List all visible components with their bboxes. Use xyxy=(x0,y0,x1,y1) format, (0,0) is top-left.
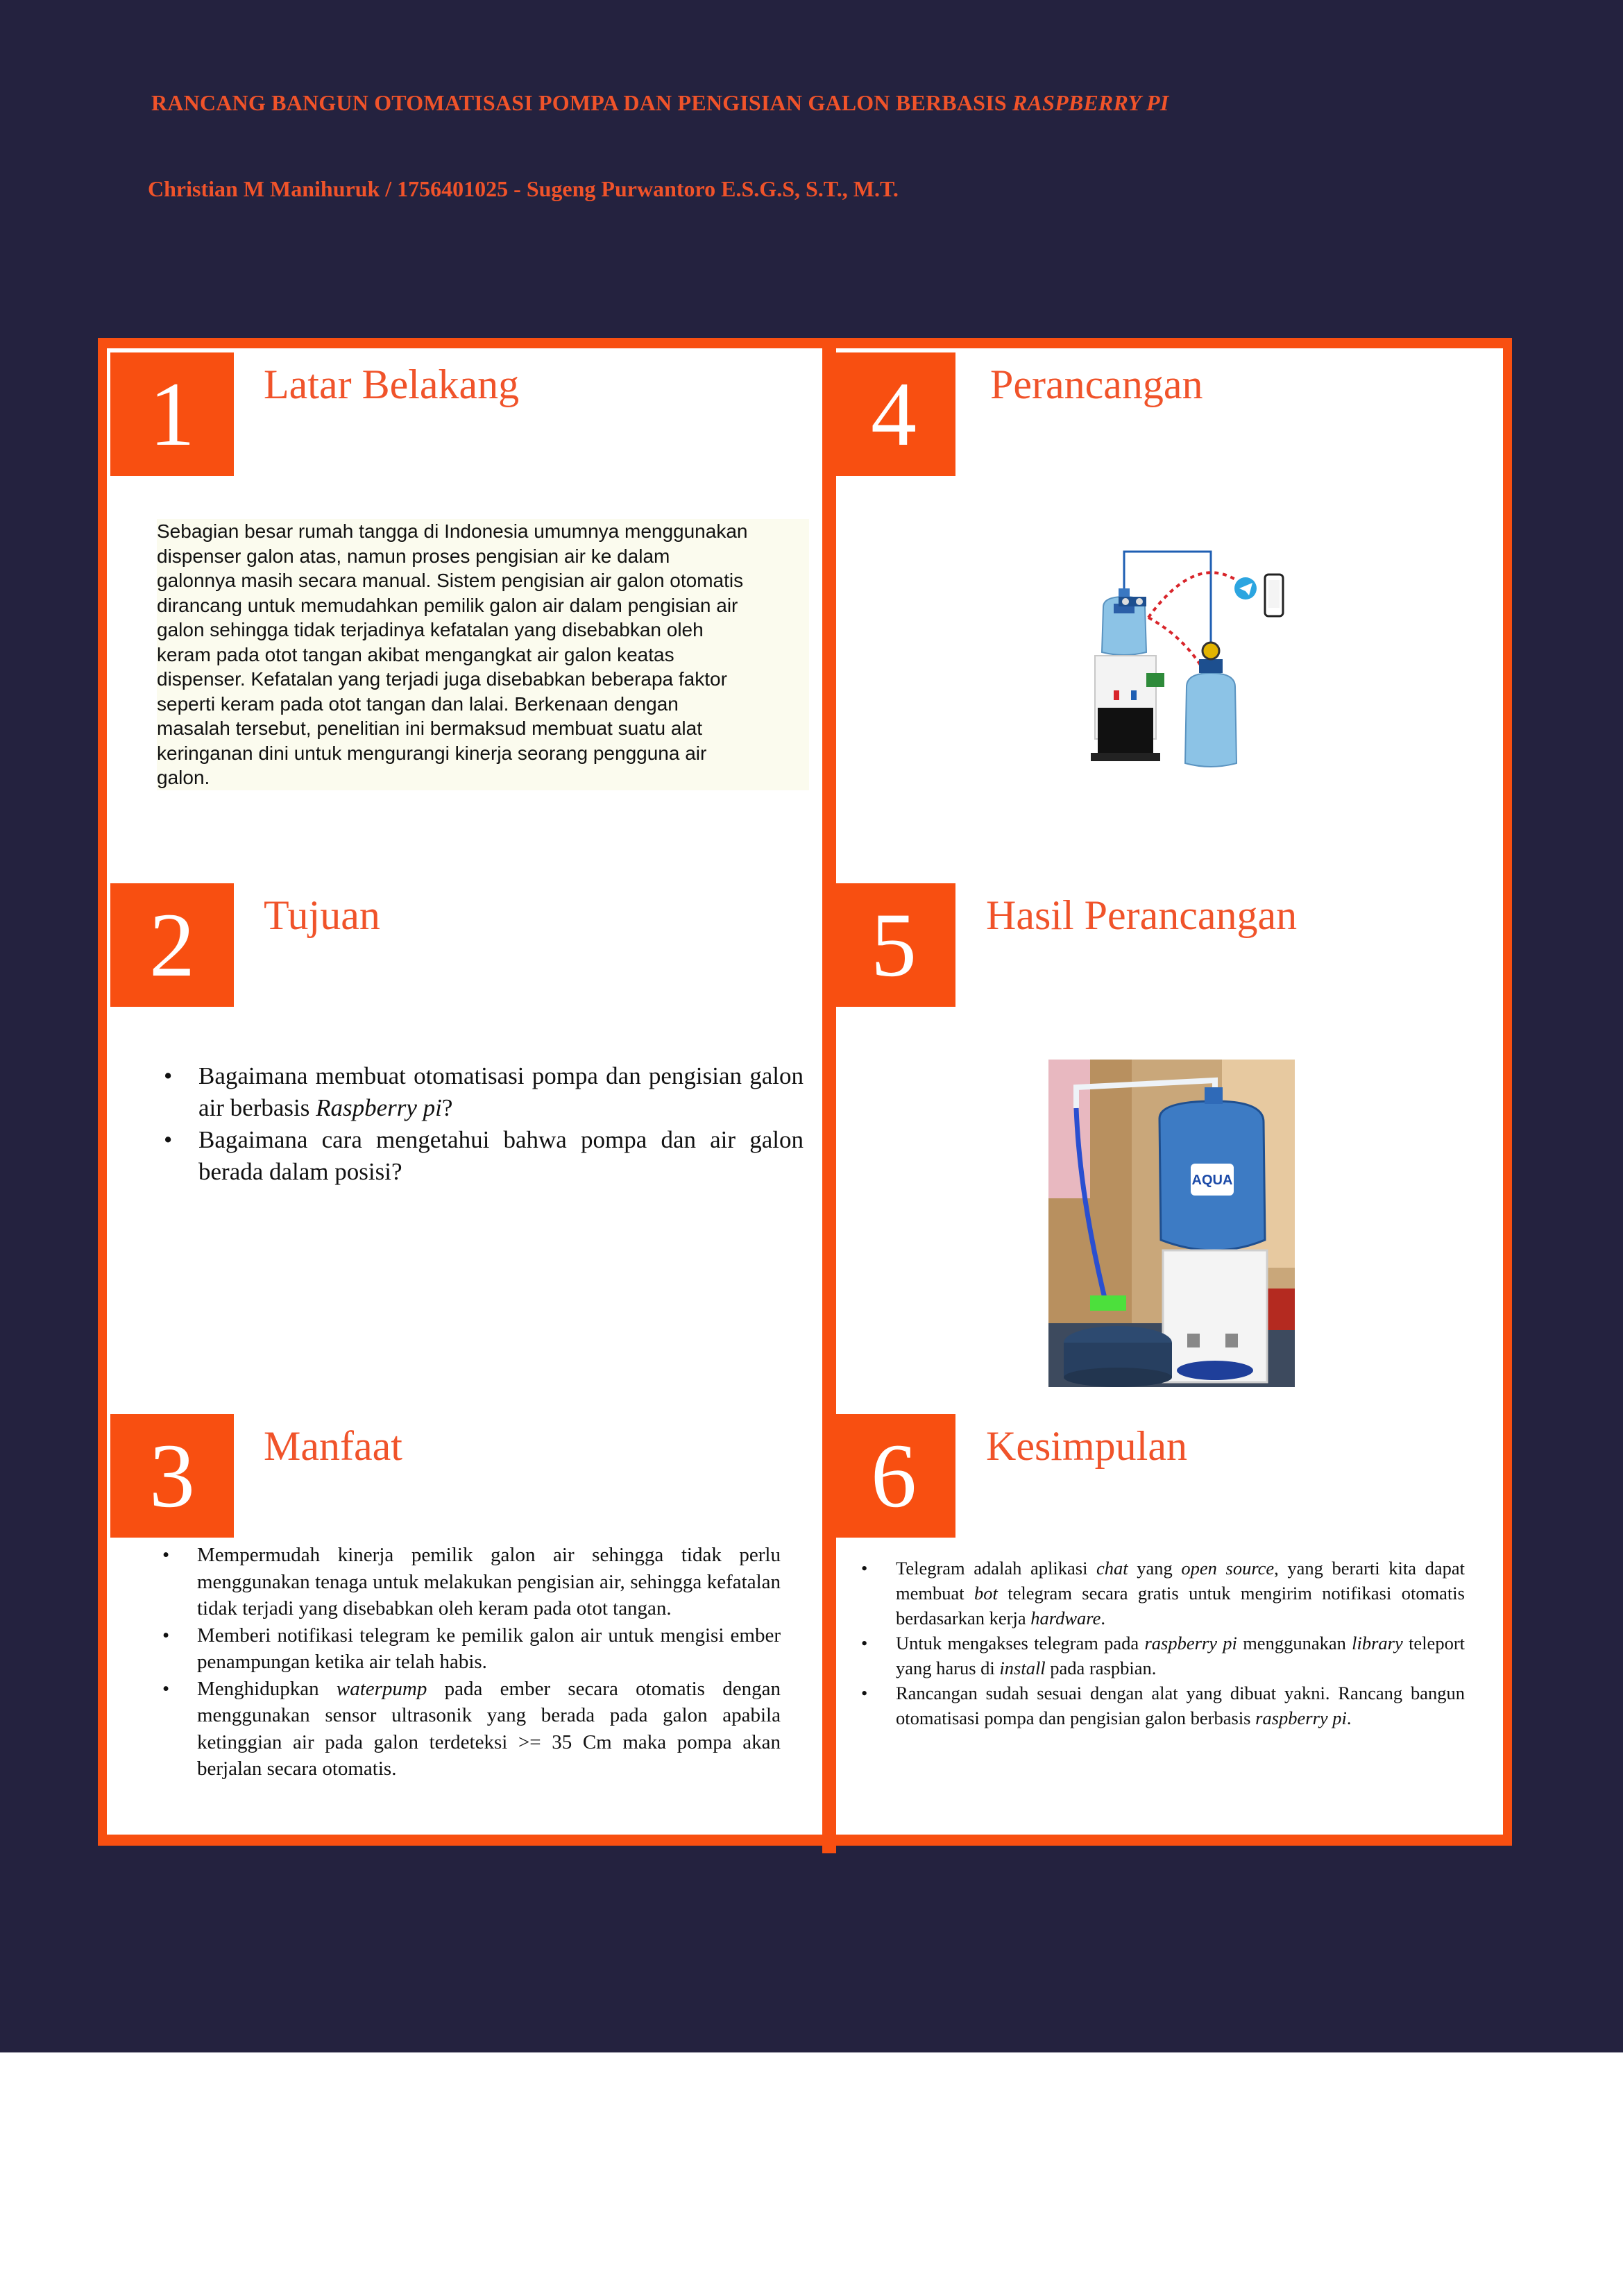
latar-belakang-text: Sebagian besar rumah tangga di Indonesia umumnya menggunakan dispenser galon atas, namun proses pengisian air ke dalam galonnya masih secara manual. Sistem pengisian air galon otomatis dirancang untuk memudahkan pemilik galon air dalam pengisian air galon sehingga tidak terjadinya kefatalan yang disebabkan oleh keram pada otot tangan akibat mengangkat air galon keatas dispenser. Kefatalan yang terjadi juga disebabkan beberapa faktor seperti keram pada otot tangan dan lalai. Berkenaan dengan masalah tersebut, penelitian ini bermaksud membuat suatu alat keringanan dini untuk mengurangi kinerja seorang pengguna air galon. xyxy=(157,519,809,790)
list-item: • Rancangan sudah sesuai dengan alat yang dibuat yakni. Rancang bangun otomatisasi pompa dan pengisian galon berbasis raspberry pi. xyxy=(857,1681,1465,1730)
list-item: • Menghidupkan waterpump pada ember secara otomatis dengan menggunakan sensor ultrasonik yang berada pada galon apabila ketinggian air pada galon terdeteksi >= 35 Cm maka pompa akan berjalan secara otomatis. xyxy=(158,1676,781,1783)
list-item: • Mempermudah kinerja pemilik galon air sehingga tidak perlu menggunakan tenaga untuk melakukan pengisian air, sehingga kefatalan tidak terjadi yang disebabkan oleh keram pada otot tangan. xyxy=(158,1542,781,1622)
manfaat-list xyxy=(158,1542,781,1783)
author-line: Christian M Manihuruk / 1756401025 - Sugeng Purwantoro E.S.G.S, S.T., M.T. xyxy=(148,176,899,201)
wireless-signal-line xyxy=(1148,618,1207,677)
raspberry-pi-board-icon xyxy=(1146,673,1164,687)
section-title-latar-belakang: Latar Belakang xyxy=(264,362,520,407)
dispenser-image xyxy=(1091,656,1160,761)
section-number-2: 2 xyxy=(110,883,234,1007)
section-number-6: 6 xyxy=(832,1414,955,1538)
section-title-perancangan: Perancangan xyxy=(990,362,1203,407)
perancangan-diagram xyxy=(1082,541,1311,784)
section-title-manfaat: Manfaat xyxy=(264,1423,402,1469)
kesimpulan-list xyxy=(857,1556,1465,1730)
section-title-tujuan: Tujuan xyxy=(264,892,380,938)
section-number-1: 1 xyxy=(110,352,234,476)
column-divider xyxy=(822,338,836,1853)
section-number-5: 5 xyxy=(832,883,955,1007)
list-item: • Bagaimana cara mengetahui bahwa pompa dan air galon berada dalam posisi? xyxy=(160,1124,804,1188)
wireless-signal-line xyxy=(1148,572,1235,618)
section-title-hasil-perancangan: Hasil Perancangan xyxy=(986,892,1298,938)
ultrasonic-sensor-icon xyxy=(1119,597,1146,606)
section-title-kesimpulan: Kesimpulan xyxy=(986,1423,1187,1469)
list-item: • Memberi notifikasi telegram ke pemilik galon air untuk mengisi ember penampungan ketika air telah habis. xyxy=(158,1622,781,1676)
list-item: • Untuk mengakses telegram pada raspberry pi menggunakan library teleport yang harus di install pada raspbian. xyxy=(857,1631,1465,1681)
galon-bottom-image xyxy=(1185,643,1237,767)
section-number-3: 3 xyxy=(110,1414,234,1538)
tujuan-list xyxy=(160,1060,804,1188)
poster-title: RANCANG BANGUN OTOMATISASI POMPA DAN PENGISIAN GALON BERBASIS RASPBERRY PI xyxy=(151,90,1169,115)
aqua-logo-text: AQUA xyxy=(1191,1173,1233,1188)
list-item: • Telegram adalah aplikasi chat yang open source, yang berarti kita dapat membuat bot telegram secara gratis untuk mengirim notifikasi otomatis berdasarkan kerja hardware. xyxy=(857,1556,1465,1631)
smartphone-icon xyxy=(1265,575,1283,616)
hasil-perancangan-photo xyxy=(1048,1060,1295,1387)
list-item: • Bagaimana membuat otomatisasi pompa dan pengisian galon air berbasis Raspberry pi? xyxy=(160,1060,804,1124)
section-number-4: 4 xyxy=(832,352,955,476)
telegram-icon xyxy=(1234,577,1257,599)
